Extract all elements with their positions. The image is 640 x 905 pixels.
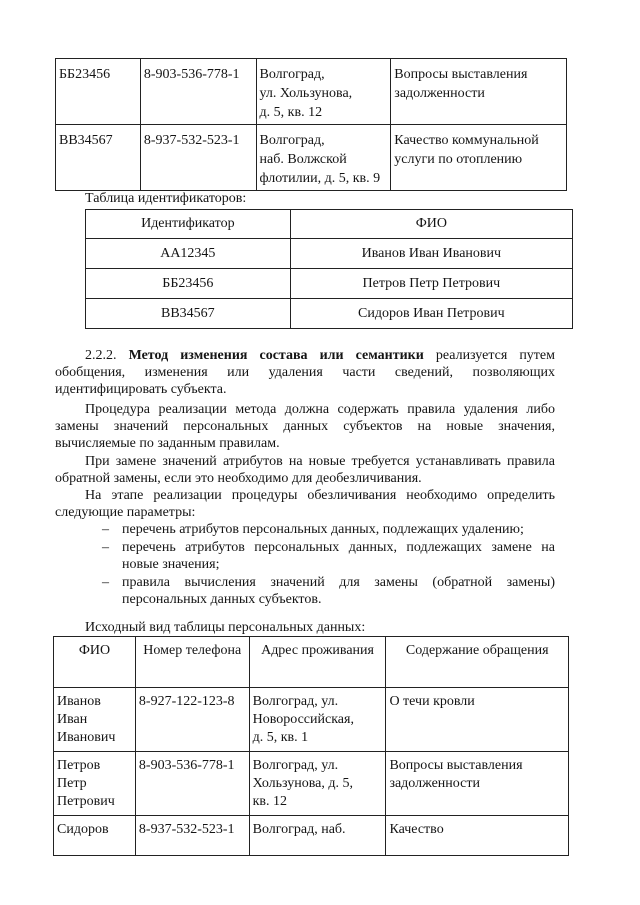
id-cell: ВВ34567 — [86, 299, 291, 329]
column-header: Адрес проживания — [249, 637, 386, 688]
id-table-caption: Таблица идентификаторов: — [85, 191, 247, 206]
column-header: ФИО — [54, 637, 136, 688]
content-cell: Вопросы выставления задолженности — [391, 59, 567, 125]
section-title: Метод изменения состава или семантики — [128, 348, 424, 363]
id-cell: ББ23456 — [86, 269, 291, 299]
phone-cell: 8-903-536-778-1 — [135, 752, 249, 816]
name-cell: Петров Петр Петрович — [54, 752, 136, 816]
parameter-list — [100, 521, 555, 609]
table-row — [56, 125, 567, 191]
phone-cell: 8-937-532-523-1 — [140, 125, 256, 191]
dash-marker: – — [102, 540, 109, 555]
address-cell: Волгоград, наб. — [249, 816, 386, 856]
id-table — [85, 209, 573, 329]
address-cell: Волгоград, ул. Хользунова, д. 5, кв. 12 — [249, 752, 386, 816]
section-paragraph-1: 2.2.2. Метод изменения состава или семантики реализуется путем обобщения, изменения или удаления части сведений, позволяющих идентифицировать субъекта. — [55, 348, 556, 397]
table-row — [54, 752, 569, 816]
id-cell: ВВ34567 — [56, 125, 141, 191]
section-paragraph-4: На этапе реализации процедуры обезличивания необходимо определить следующие параметры: — [55, 488, 555, 520]
dash-marker: – — [102, 522, 109, 537]
dash-marker: – — [102, 575, 109, 590]
name-cell: Сидоров — [54, 816, 136, 856]
address-cell: Волгоград, наб. Волжской флотилии, д. 5, кв. 9 — [256, 125, 391, 191]
phone-cell: 8-937-532-523-1 — [135, 816, 249, 856]
section-number: 2.2.2. — [85, 348, 117, 363]
section-paragraph-2: Процедура реализации метода должна содержать правила удаления либо замены значений персональных данных субъектов на новые значения, вычисляемые по заданным правилам. — [55, 402, 555, 451]
list-item: – перечень атрибутов персональных данных, подлежащих удалению; — [102, 522, 524, 537]
table-row — [54, 688, 569, 752]
column-header: Идентификатор — [86, 210, 291, 239]
name-cell: Петров Петр Петрович — [290, 269, 572, 299]
content-cell: Вопросы выставления задолженности — [386, 752, 569, 816]
column-header: Номер телефона — [135, 637, 249, 688]
name-cell: Сидоров Иван Петрович — [290, 299, 572, 329]
table-row — [56, 59, 567, 125]
table-header-row — [86, 210, 573, 239]
section-paragraph-3: При замене значений атрибутов на новые требуется устанавливать правила обратной замены, если это необходимо для деобезличивания. — [55, 454, 555, 486]
table-header-row — [54, 637, 569, 688]
id-cell: ББ23456 — [56, 59, 141, 125]
personal-data-table — [53, 636, 569, 856]
phone-cell: 8-903-536-778-1 — [140, 59, 256, 125]
id-cell: АА12345 — [86, 239, 291, 269]
table-row — [54, 816, 569, 856]
list-item: – правила вычисления значений для замены (обратной замены) персональных данных субъектов. — [102, 575, 555, 607]
content-cell: Качество коммунальной услуги по отоплению — [391, 125, 567, 191]
content-cell: О течи кровли — [386, 688, 569, 752]
table-row — [86, 239, 573, 269]
column-header: ФИО — [290, 210, 572, 239]
content-cell: Качество — [386, 816, 569, 856]
name-cell: Иванов Иван Иванович — [290, 239, 572, 269]
address-cell: Волгоград, ул. Новороссийская, д. 5, кв. 1 — [249, 688, 386, 752]
table-row — [86, 299, 573, 329]
table-row — [86, 269, 573, 299]
top-table — [55, 58, 567, 191]
name-cell: Иванов Иван Иванович — [54, 688, 136, 752]
list-item: – перечень атрибутов персональных данных, подлежащих замене на новые значения; — [102, 540, 555, 572]
address-cell: Волгоград, ул. Хользунова, д. 5, кв. 12 — [256, 59, 391, 125]
pd-table-caption: Исходный вид таблицы персональных данных: — [85, 620, 366, 635]
column-header: Содержание обращения — [386, 637, 569, 688]
phone-cell: 8-927-122-123-8 — [135, 688, 249, 752]
